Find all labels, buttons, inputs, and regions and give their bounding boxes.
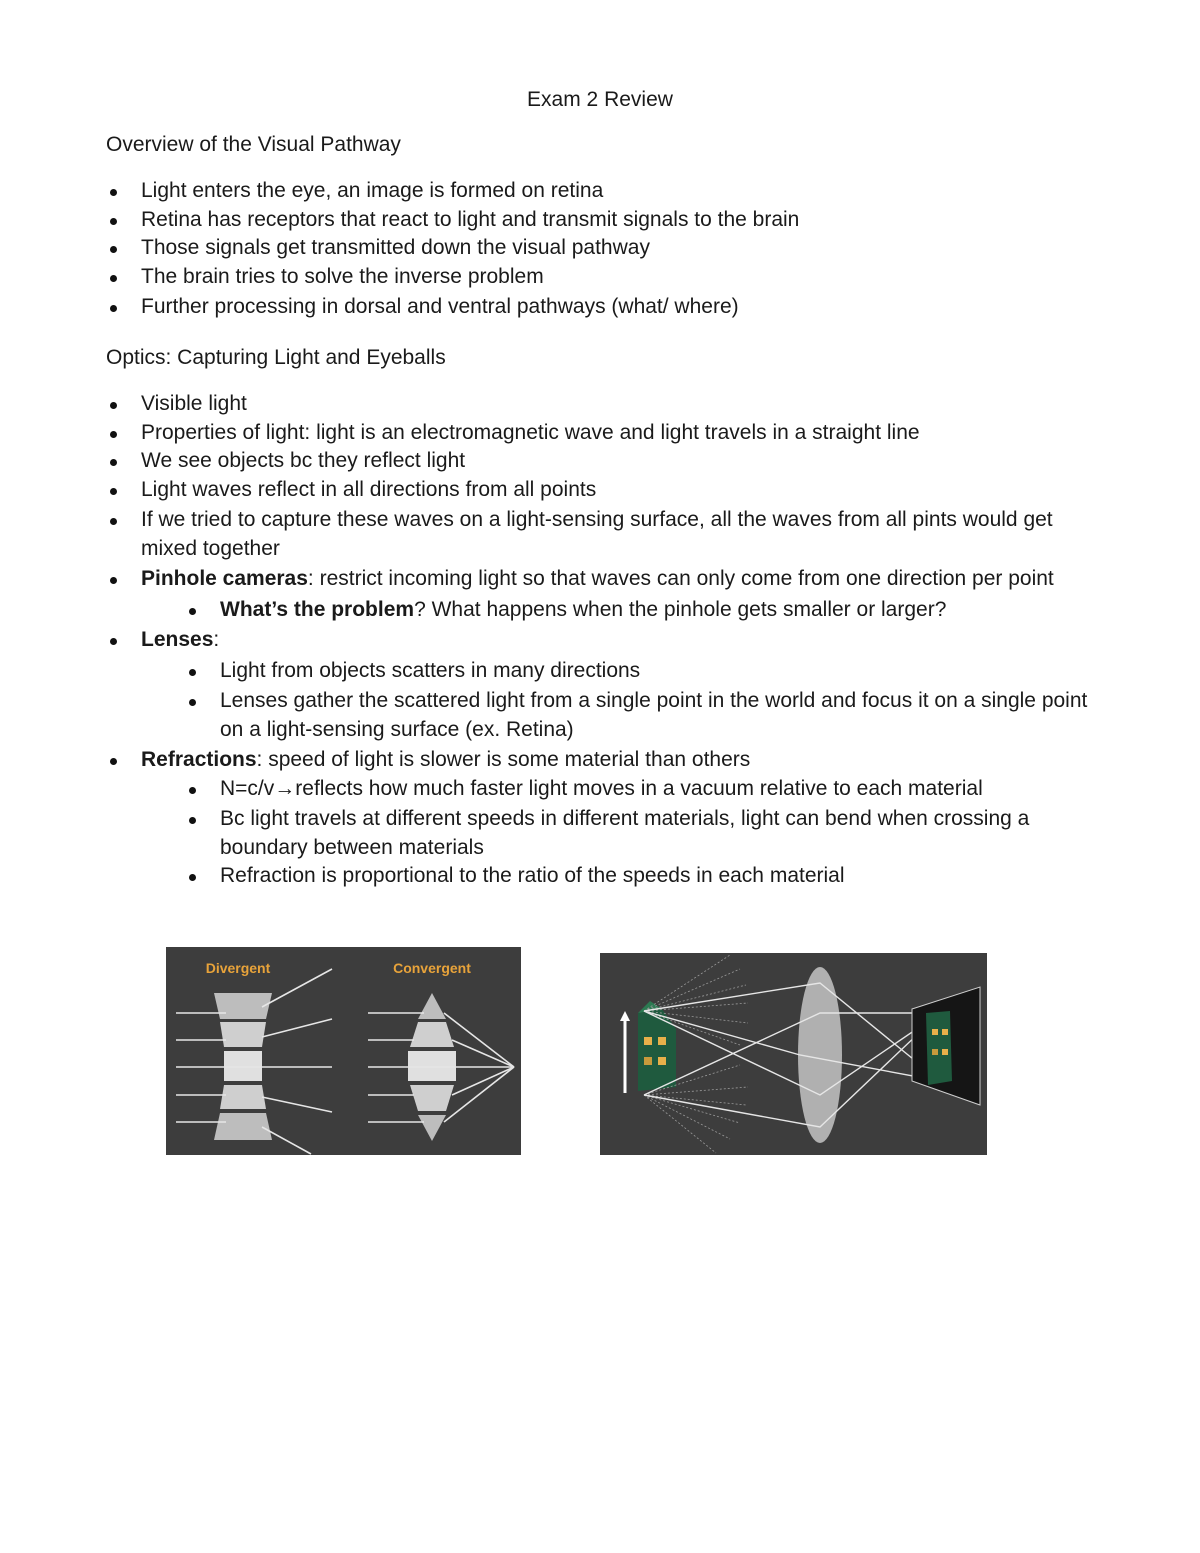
bullet-icon xyxy=(110,459,117,466)
term-pinhole-cameras: Pinhole cameras xyxy=(141,567,308,590)
term-refractions: Refractions xyxy=(141,748,257,771)
list-item: Properties of light: light is an electromagnetic wave and light travels in a straight line xyxy=(106,419,1096,448)
bullet-icon xyxy=(110,189,117,196)
bullet-icon xyxy=(110,402,117,409)
list-item: Those signals get transmitted down the visual pathway xyxy=(106,234,1096,263)
convergent-label: Convergent xyxy=(393,960,471,976)
list-item: Refractions: speed of light is slower is some material than others xyxy=(106,746,1096,775)
optics-list xyxy=(106,390,1096,891)
bullet-icon xyxy=(110,488,117,495)
bullet-icon xyxy=(189,669,196,676)
bullet-icon xyxy=(110,638,117,645)
list-item: Visible light xyxy=(106,390,1096,419)
list-item: Bc light travels at different speeds in different materials, light can bend when crossing a boundary between materials xyxy=(106,805,1096,862)
term-whats-the-problem: What’s the problem xyxy=(220,597,415,621)
bullet-icon xyxy=(110,518,117,525)
bullet-icon xyxy=(189,699,196,706)
bullet-icon xyxy=(110,275,117,282)
section-heading-optics: Optics: Capturing Light and Eyeballs xyxy=(106,346,446,369)
list-item: Light enters the eye, an image is formed on retina xyxy=(106,177,1096,206)
visual-pathway-list xyxy=(106,177,1096,322)
bullet-icon xyxy=(110,577,117,584)
bullet-icon xyxy=(110,246,117,253)
lens-icon xyxy=(798,967,842,1143)
divergent-label: Divergent xyxy=(205,960,271,976)
bullet-icon xyxy=(189,608,196,615)
bullet-icon xyxy=(110,218,117,225)
lens-projection-figure xyxy=(600,953,987,1155)
list-item: We see objects bc they reflect light xyxy=(106,447,1096,476)
list-item: Pinhole cameras: restrict incoming light so that waves can only come from one direction per point xyxy=(106,565,1096,594)
list-item: Refraction is proportional to the ratio of the speeds in each material xyxy=(106,862,1096,891)
bullet-icon xyxy=(110,305,117,312)
list-item: What’s the problem? What happens when the pinhole gets smaller or larger? xyxy=(106,596,1096,625)
document-title: Exam 2 Review xyxy=(527,88,673,111)
list-item: Lenses gather the scattered light from a single point in the world and focus it on a single point on a light-sensing surface (ex. Retina) xyxy=(106,687,1096,744)
list-item: N=c/v→reflects how much faster light moves in a vacuum relative to each material xyxy=(106,775,1096,804)
arrow-right-icon: → xyxy=(274,776,296,800)
section-heading-visual-pathway: Overview of the Visual Pathway xyxy=(106,133,401,156)
bullet-icon xyxy=(189,787,196,794)
list-item: Light waves reflect in all directions from all points xyxy=(106,476,1096,505)
list-item: Light from objects scatters in many directions xyxy=(106,657,1096,686)
list-item: If we tried to capture these waves on a light-sensing surface, all the waves from all pints would get mixed together xyxy=(106,506,1096,563)
bullet-icon xyxy=(110,758,117,765)
bullet-icon xyxy=(189,817,196,824)
lens-diagram-figure xyxy=(166,947,521,1155)
bullet-icon xyxy=(189,874,196,881)
list-item: Retina has receptors that react to light and transmit signals to the brain xyxy=(106,206,1096,235)
list-item: The brain tries to solve the inverse problem xyxy=(106,263,1096,292)
bullet-icon xyxy=(110,431,117,438)
term-lenses: Lenses xyxy=(141,628,214,651)
list-item: Further processing in dorsal and ventral pathways (what/ where) xyxy=(106,293,1096,322)
list-item: Lenses: xyxy=(106,626,1096,655)
